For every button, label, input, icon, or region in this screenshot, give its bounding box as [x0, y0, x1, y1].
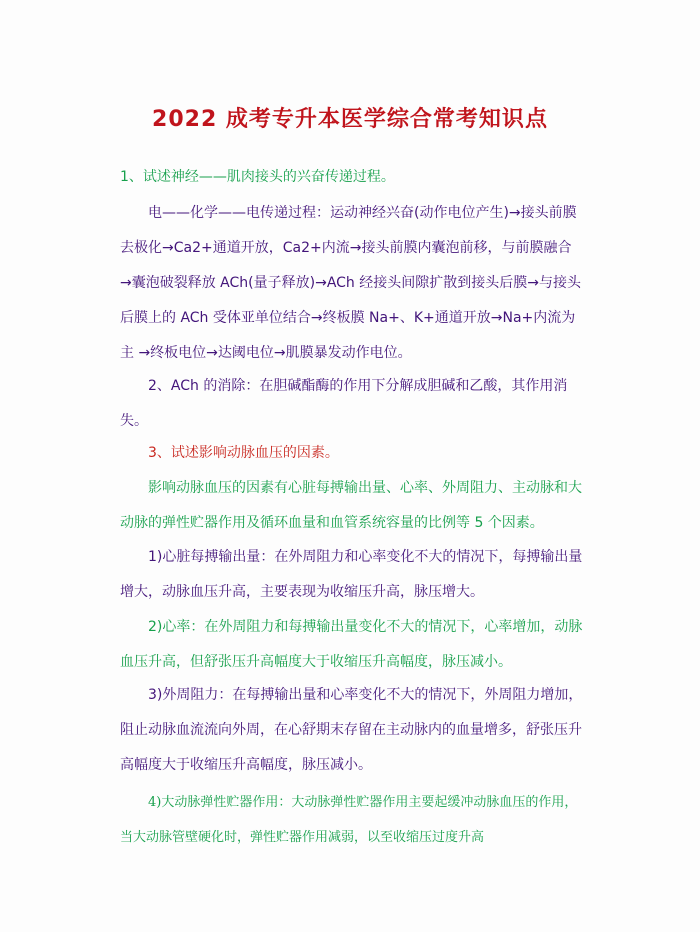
paragraph-ach-elimination: 2、ACh 的消除：在胆碱酯酶的作用下分解成胆碱和乙酸，其作用消失。 — [120, 378, 568, 429]
page-title: 2022 成考专升本医学综合常考知识点 — [152, 107, 548, 132]
paragraph-peripheral-resistance: 3)外周阻力：在每搏输出量和心率变化不大的情况下，外周阻力增加，阻止动脉血流流向外周，在心舒期末存留在主动脉内的血量增多，舒张压升高幅度大于收缩压升高幅度，脉压减小。 — [120, 687, 583, 773]
question-1-heading: 1、试述神经——肌肉接头的兴奋传递过程。 — [120, 169, 395, 185]
paragraph-stroke-volume: 1)心脏每搏输出量：在外周阻力和心率变化不大的情况下，每搏输出量增大，动脉血压升高，主要表现为收缩压升高，脉压增大。 — [120, 549, 583, 600]
question-3-heading: 3、试述影响动脉血压的因素。 — [148, 445, 339, 461]
paragraph-aortic-elasticity: 4)大动脉弹性贮器作用：大动脉弹性贮器作用主要起缓冲动脉血压的作用，当大动脉管壁硬化时，弹性贮器作用减弱，以至收缩压过度升高 — [120, 795, 578, 845]
paragraph-transmission-process: 电——化学——电传递过程：运动神经兴奋(动作电位产生)→接头前膜去极化→Ca2+通道开放，Ca2+内流→接头前膜内囊泡前移，与前膜融合 →囊泡破裂释放 ACh(量子释放)→ACh 经接头间隙扩散到接头后膜→与接头后膜上的 ACh 受体亚单位结合→终板膜 Na+、K+通道开放→Na+内流为主 →终板电位→达阈电位→肌膜暴发动作电位。 — [120, 205, 581, 361]
paragraph-blood-pressure-factors: 影响动脉血压的因素有心脏每搏输出量、心率、外周阻力、主动脉和大动脉的弹性贮器作用及循环血量和血管系统容量的比例等 5 个因素。 — [120, 480, 582, 531]
paragraph-heart-rate: 2)心率：在外周阻力和每搏输出量变化不大的情况下，心率增加，动脉血压升高，但舒张压升高幅度大于收缩压升高幅度，脉压减小。 — [120, 619, 583, 670]
